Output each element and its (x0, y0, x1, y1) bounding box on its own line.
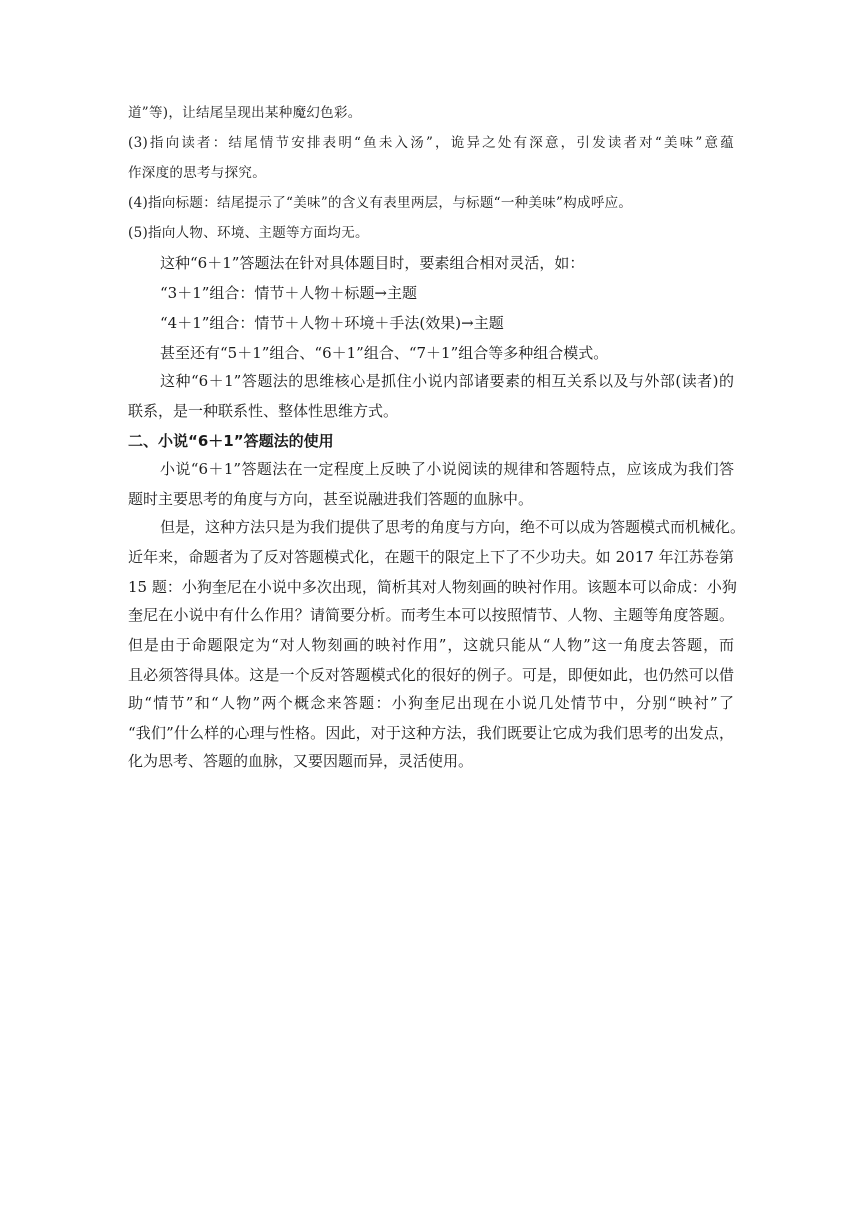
text-line: 题时主要思考的角度与方向，甚至说融进我们答题的血脉中。 (128, 490, 534, 508)
text-line: 甚至还有“5＋1”组合、“6＋1”组合、“7＋1”组合等多种组合模式。 (160, 344, 609, 362)
text-line: 这种“6＋1”答题法的思维核心是抓住小说内部诸要素的相互关系以及与外部(读者)的 (160, 372, 734, 390)
text-line: 但是由于命题限定为“对人物刻画的映衬作用”，这就只能从“人物”这一角度去答题，而 (128, 636, 734, 654)
text-line: “4＋1”组合：情节＋人物＋环境＋手法(效果)→主题 (160, 314, 504, 332)
text-line: 作深度的思考与探究。 (128, 165, 266, 181)
text-line: (3)指向读者：结尾情节安排表明“鱼未入汤”，诡异之处有深意，引发读者对“美味”意蕴 (128, 135, 734, 151)
text-line: 化为思考、答题的血脉，又要因题而异，灵活使用。 (128, 752, 474, 770)
text-line: 且必须答得具体。这是一个反对答题模式化的很好的例子。可是，即便如此，也仍然可以借 (128, 666, 734, 684)
text-line: “我们”什么样的心理与性格。因此，对于这种方法，我们既要让它成为我们思考的出发点， (128, 724, 734, 742)
text-line: (5)指向人物、环境、主题等方面均无。 (128, 225, 369, 241)
text-line: 联系，是一种联系性、整体性思维方式。 (128, 402, 399, 420)
text-line: 小说“6＋1”答题法在一定程度上反映了小说阅读的规律和答题特点，应该成为我们答 (160, 460, 734, 478)
text-line: 这种“6＋1”答题法在针对具体题目时，要素组合相对灵活，如： (160, 254, 585, 272)
text-line: 道”等)，让结尾呈现出某种魔幻色彩。 (128, 105, 362, 121)
text-line: (4)指向标题：结尾提示了“美味”的含义有表里两层，与标题“一种美味”构成呼应。 (128, 195, 633, 211)
text-line: 助“情节”和“人物”两个概念来答题：小狗奎尼出现在小说几处情节中，分别“映衬”了 (128, 694, 734, 712)
section-heading: 二、小说“6＋1”答题法的使用 (128, 432, 334, 450)
text-line: 近年来，命题者为了反对答题模式化，在题干的限定上下了不少功夫。如 2017 年江苏卷第 (128, 548, 734, 566)
text-line: 但是，这种方法只是为我们提供了思考的角度与方向，绝不可以成为答题模式而机械化。 (160, 518, 746, 536)
text-line: 奎尼在小说中有什么作用？请简要分析。而考生本可以按照情节、人物、主题等角度答题。 (128, 606, 734, 624)
text-line: 15 题：小狗奎尼在小说中多次出现，简析其对人物刻画的映衬作用。该题本可以命成：小狗 (128, 578, 737, 596)
text-line: “3＋1”组合：情节＋人物＋标题→主题 (160, 284, 417, 302)
